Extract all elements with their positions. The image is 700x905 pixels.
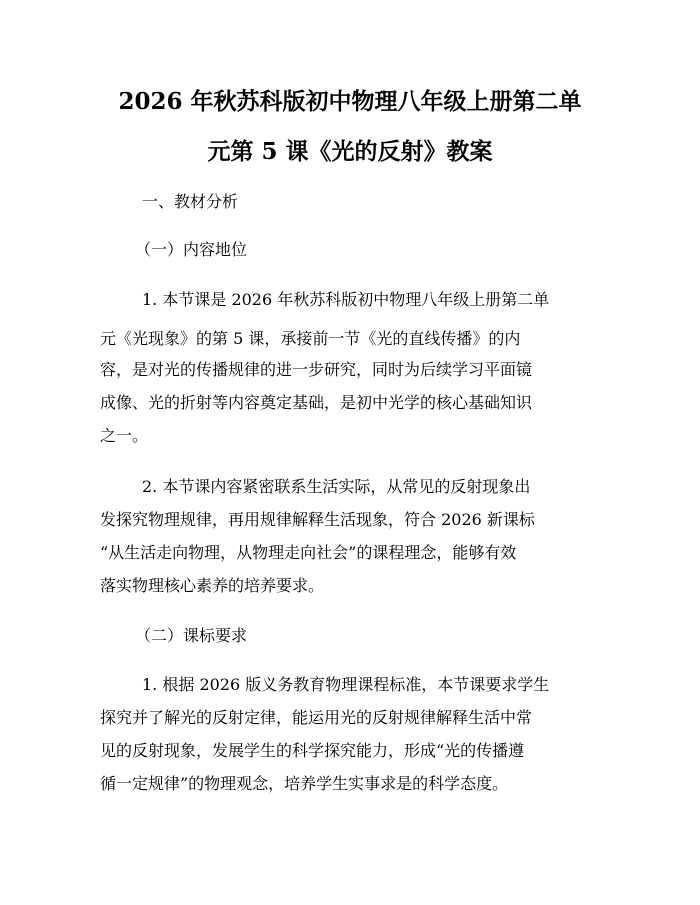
paragraph-line: 元《光现象》的第 5 课，承接前一节《光的直线传播》的内 xyxy=(100,329,521,348)
paragraph-line: 之一。 xyxy=(100,426,149,445)
paragraph-line: 1. 本节课是 2026 年秋苏科版初中物理八年级上册第二单 xyxy=(142,290,550,309)
title-line-2: 元第 5 课《光的反射》教案 xyxy=(207,138,493,165)
section-heading: 一、教材分析 xyxy=(142,192,239,211)
paragraph-line: 1. 根据 2026 版义务教育物理课程标准，本节课要求学生 xyxy=(142,675,550,694)
paragraph-line: “从生活走向物理，从物理走向社会”的课程理念，能够有效 xyxy=(100,543,517,562)
paragraph-line: 落实物理核心素养的培养要求。 xyxy=(100,576,325,595)
paragraph-line: 2. 本节课内容紧密联系生活实际，从常见的反射现象出 xyxy=(142,477,531,496)
paragraph-line: 容，是对光的传播规律的进一步研究，同时为后续学习平面镜 xyxy=(100,360,533,379)
paragraph-line: 见的反射现象，发展学生的科学探究能力，形成“光的传播遵 xyxy=(100,741,525,760)
paragraph-line: 成像、光的折射等内容奠定基础，是初中光学的核心基础知识 xyxy=(100,393,533,412)
paragraph-line: 发探究物理规律，再用规律解释生活现象，符合 2026 新课标 xyxy=(100,510,535,529)
subsection-heading: （二）课标要求 xyxy=(135,626,248,645)
subsection-heading: （一）内容地位 xyxy=(135,240,248,259)
title-line-1: 2026 年秋苏科版初中物理八年级上册第二单 xyxy=(118,88,582,115)
paragraph-line: 探究并了解光的反射定律，能运用光的反射规律解释生活中常 xyxy=(100,708,533,727)
paragraph-line: 循一定规律”的物理观念，培养学生实事求是的科学态度。 xyxy=(100,774,509,793)
